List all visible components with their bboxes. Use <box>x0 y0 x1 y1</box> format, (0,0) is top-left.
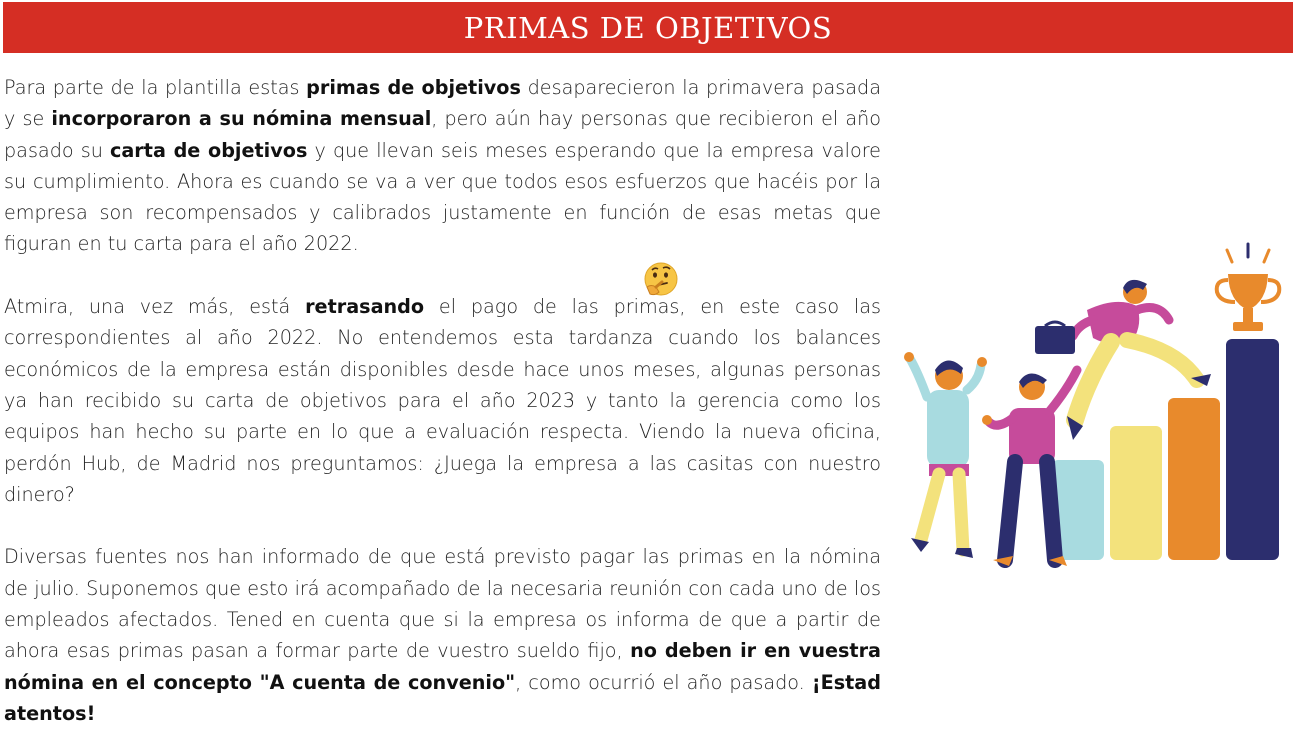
text-segment-bold: retrasando <box>305 295 425 319</box>
trophy-icon <box>1217 244 1280 331</box>
text-segment: Atmira, una vez más, está <box>4 295 306 319</box>
thinking-face-icon <box>641 260 681 300</box>
bar-yellow <box>1110 426 1162 560</box>
text-segment: y que llevan seis meses esperando que la empresa valore su cumplimiento. Ahora es cuando se va a ver que todos esos esfuerzos que hacéis por la empresa son recompensados y calibrados justamente en función de esas metas que figuran en tu carta para el año 2022. <box>4 138 881 256</box>
person-cheering-left <box>904 352 987 558</box>
text-segment: , pero aún hay personas que recibieron el año pasado su <box>4 107 881 162</box>
bar-navy <box>1226 339 1279 560</box>
page-title: PRIMAS DE OBJETIVOS <box>463 10 833 45</box>
text-segment: Diversas fuentes nos han informado de que está previsto pagar las primas en la nómina de julio. Suponemos que esto irá acompañado de la necesaria reunión con cada uno de los empleados afectados. Tened en cuenta que si la empresa os informa de que a partir de ahora esas primas pasan a formar parte de vuestro sueldo fijo, <box>4 545 881 663</box>
paragraph-3 <box>4 541 881 729</box>
text-segment: el pago de las primas, en este caso las correspondientes al año 2022. No entendemos esta tardanza cuando los balances económicos de la empresa están disponibles desde hace unos meses, algunas personas ya han recibido su carta de objetivos para el año 2023 y tanto la gerencia como los equipos han hecho su parte en lo que a evaluación respecta. Viendo la nueva oficina, perdón Hub, de Madrid nos preguntamos: ¿Juega la empresa a las casitas con nuestro dinero? <box>4 295 881 506</box>
text-segment: Para parte de la plantilla estas <box>4 76 307 99</box>
title-banner <box>3 2 1293 53</box>
text-segment-bold: no deben ir en vuestra nómina en el concepto "A cuenta de convenio" <box>4 639 881 694</box>
paragraph-2 <box>4 291 881 510</box>
text-segment-bold: carta de objetivos <box>109 138 308 162</box>
bar-orange <box>1168 398 1220 560</box>
text-segment-bold: ¡Estad atentos! <box>4 670 881 725</box>
paragraph-1 <box>4 72 881 260</box>
text-segment: desaparecieron la primavera pasada y se <box>4 76 881 131</box>
text-segment-bold: incorporaron a su nómina mensual <box>51 107 432 131</box>
text-segment-bold: primas de objetivos <box>306 76 521 99</box>
text-segment: , como ocurrió el año pasado. <box>515 670 812 694</box>
team-success-illustration <box>897 240 1287 575</box>
article-body <box>4 72 881 729</box>
